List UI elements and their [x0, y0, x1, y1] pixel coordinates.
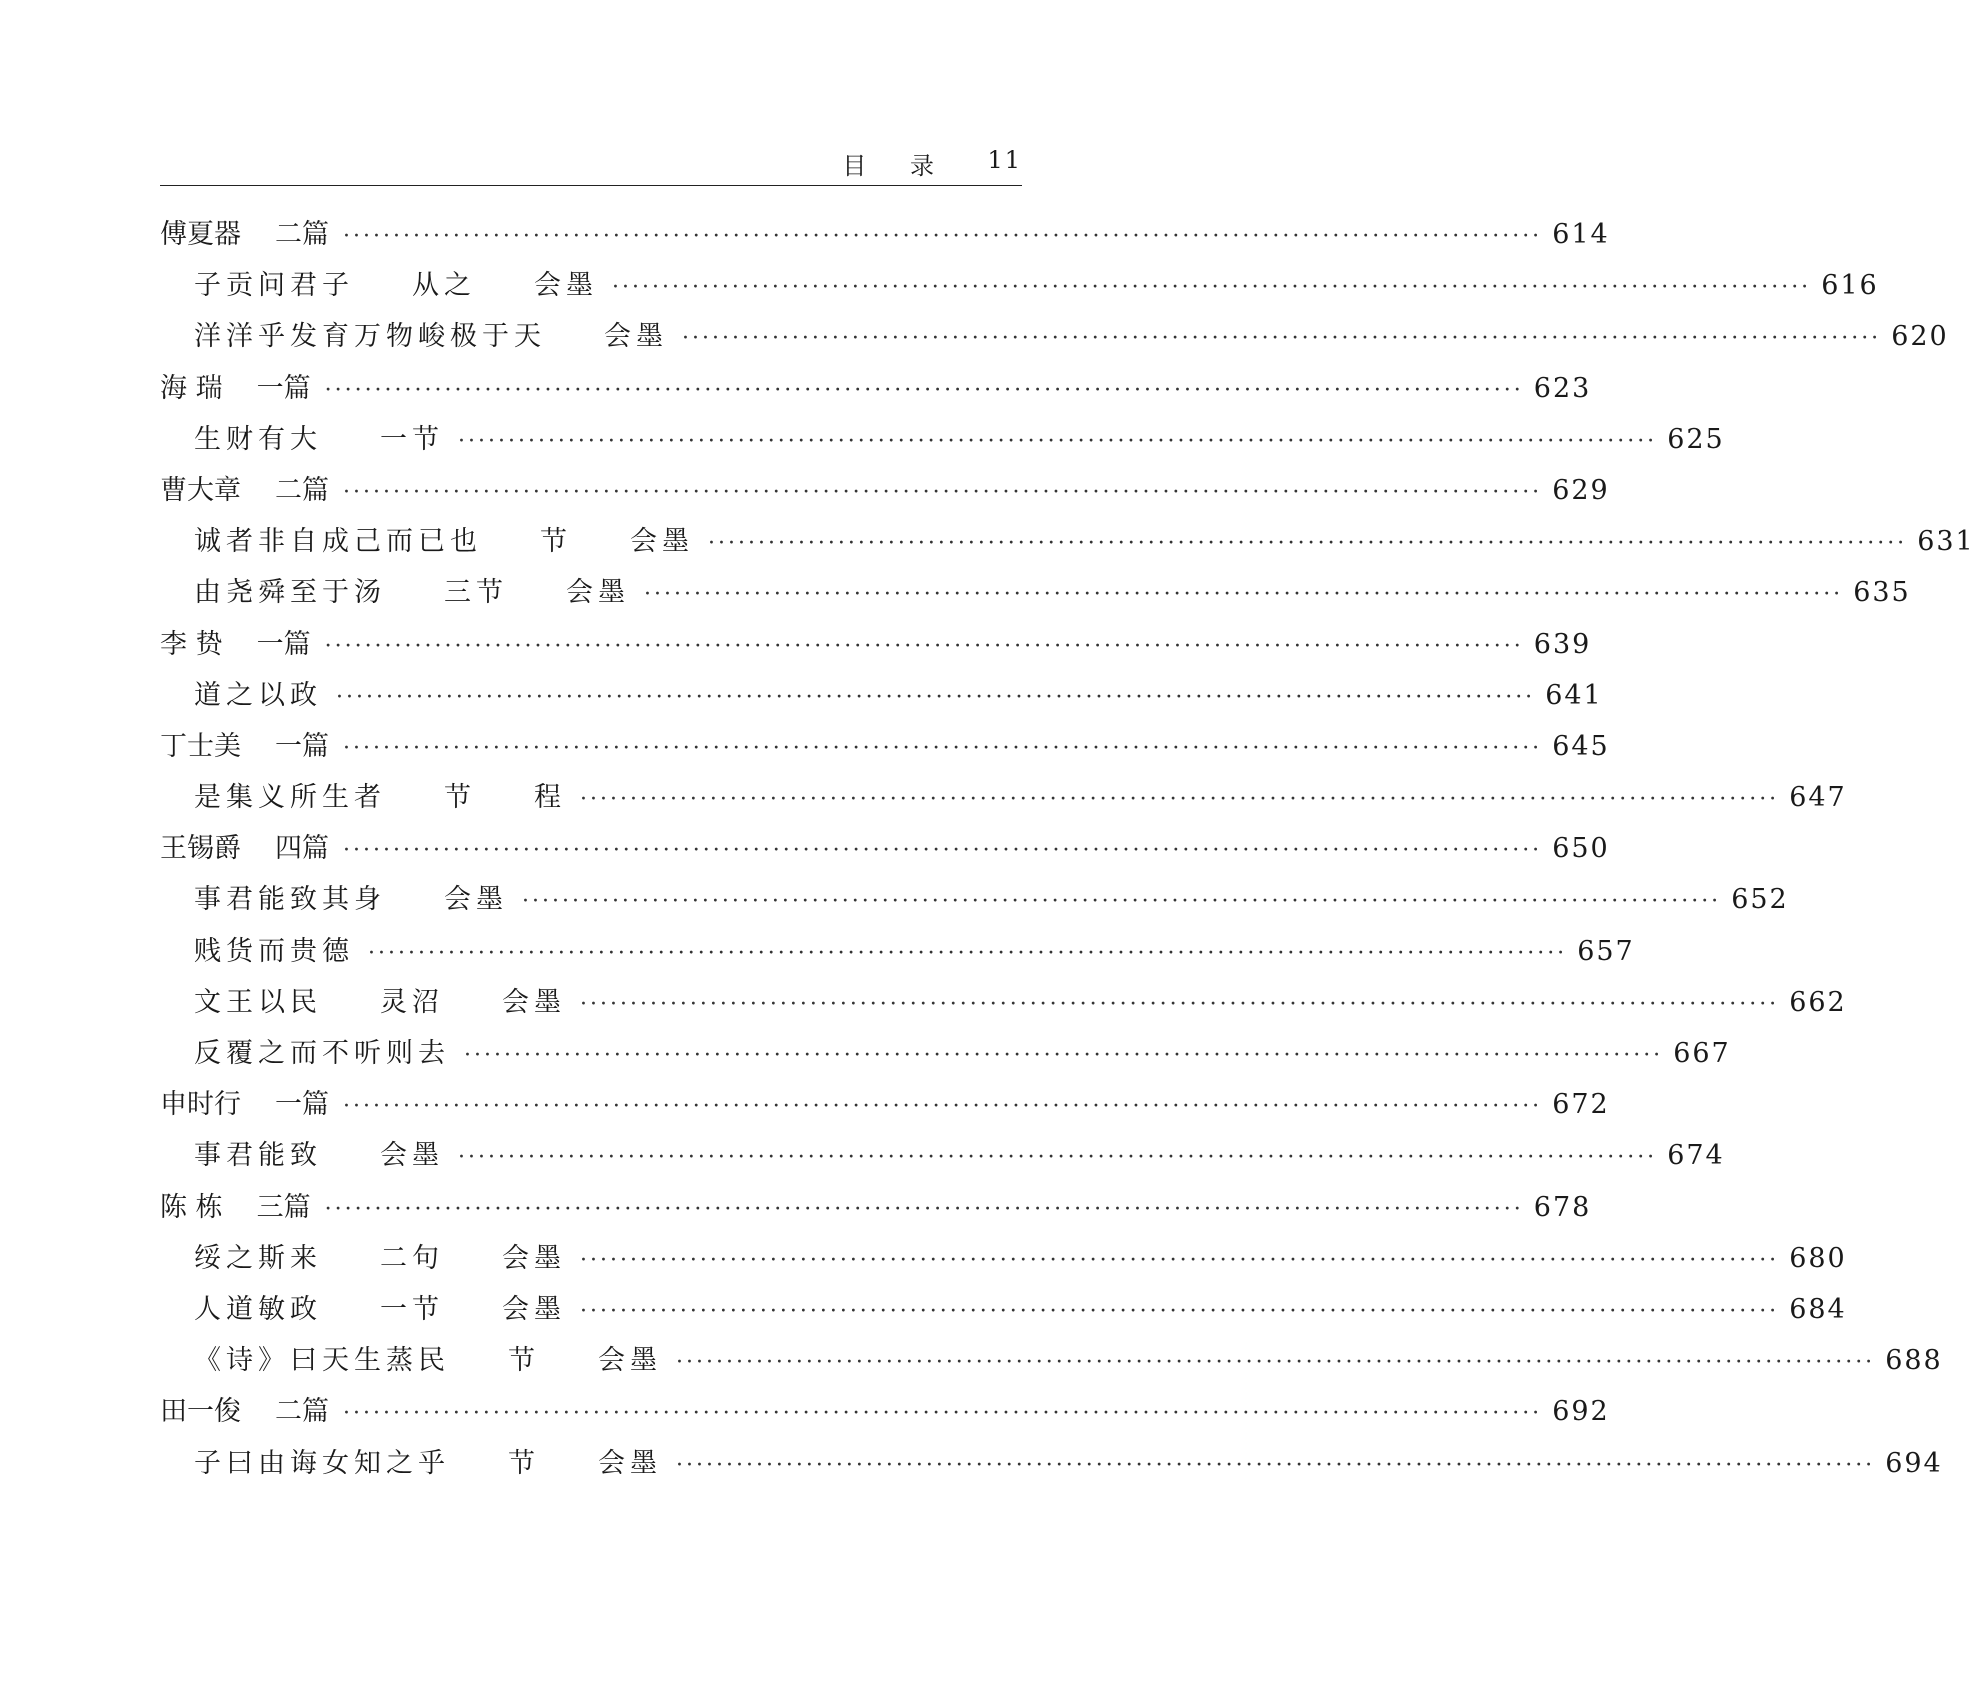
toc-essay-entry[interactable]	[160, 980, 1847, 1031]
toc-entry-label	[194, 417, 444, 456]
toc-page-number: 629	[1552, 474, 1610, 506]
toc-page-number: 652	[1731, 884, 1789, 916]
toc-leader-dots: ························································································································	[343, 479, 1543, 505]
toc-entry-note: 一篇	[256, 628, 311, 660]
toc-essay-entry[interactable]	[160, 1133, 1725, 1184]
toc-author-entry[interactable]	[160, 1185, 1592, 1236]
toc-page-number: 667	[1673, 1038, 1731, 1069]
toc-entry-title: 生财有大	[194, 423, 322, 455]
toc-page-number: 657	[1577, 935, 1635, 967]
toc-entry-label	[194, 570, 630, 609]
toc-essay-entry[interactable]	[160, 877, 1789, 928]
toc-entry-title: 文王以民	[194, 986, 322, 1018]
toc-entry-note: 会墨	[566, 577, 630, 609]
toc-leader-dots: ························································································································	[580, 991, 1780, 1017]
toc-page-number: 680	[1789, 1242, 1847, 1274]
toc-leader-dots: ························································································································	[324, 1196, 1524, 1222]
toc-entry-label	[160, 1082, 329, 1121]
toc-page-number: 623	[1533, 372, 1592, 404]
running-header-page-number: 11	[987, 146, 1022, 174]
toc-entry-label	[194, 775, 566, 814]
toc-essay-entry[interactable]	[160, 775, 1847, 826]
toc-page-number: 694	[1885, 1447, 1943, 1479]
toc-entry-note: 会墨	[444, 884, 508, 916]
toc-entry-note: 二篇	[275, 219, 329, 250]
toc-entry-note: 节	[444, 782, 476, 814]
toc-entry-title: 是集义所生者	[194, 782, 386, 814]
toc-entry-title: 申时行	[160, 1089, 241, 1121]
toc-entry-note: 二句	[380, 1242, 444, 1274]
toc-entry-title: 王锡爵	[160, 833, 241, 865]
toc-essay-entry[interactable]	[160, 1236, 1847, 1287]
toc-leader-dots: ························································································································	[676, 1452, 1876, 1478]
toc-page-number: 645	[1552, 730, 1610, 762]
toc-entry-title: 子贡问君子	[194, 270, 354, 302]
toc-entry-title: 傅夏器	[160, 219, 241, 250]
toc-leader-dots: ························································································································	[580, 1247, 1780, 1273]
toc-entry-title: 海 瑞	[160, 372, 223, 404]
toc-leader-dots: ························································································································	[708, 531, 1908, 557]
toc-essay-entry[interactable]	[160, 1287, 1847, 1338]
toc-page-number: 647	[1789, 782, 1847, 814]
toc-entry-title: 诚者非自成己而已也	[194, 526, 482, 558]
toc-entry-note: 程	[534, 782, 566, 814]
toc-author-entry[interactable]	[160, 724, 1610, 775]
toc-leader-dots: ························································································································	[343, 1401, 1543, 1427]
toc-page-number: 662	[1789, 986, 1847, 1018]
toc-entry-note: 会墨	[502, 1242, 566, 1274]
toc-entry-title: 人道敏政	[194, 1293, 322, 1325]
toc-leader-dots: ························································································································	[336, 684, 1536, 710]
toc-entry-note: 一节	[380, 423, 444, 455]
toc-leader-dots: ························································································································	[343, 735, 1543, 761]
toc-entry-note: 一篇	[275, 730, 329, 762]
toc-page-number: 625	[1667, 423, 1725, 455]
toc-entry-label	[160, 1389, 329, 1428]
toc-leader-dots: ························································································································	[324, 377, 1524, 403]
toc-leader-dots: ························································································································	[676, 1350, 1876, 1376]
toc-entry-note: 一节	[380, 1293, 444, 1325]
toc-essay-entry[interactable]	[160, 263, 1879, 314]
toc-entry-label	[160, 622, 311, 661]
toc-entry-label	[160, 212, 329, 251]
toc-entry-note: 节	[540, 526, 572, 558]
toc-entry-note: 会墨	[604, 321, 668, 353]
toc-page-number: 692	[1552, 1396, 1610, 1428]
toc-entry-label	[194, 1287, 566, 1326]
toc-page-number: 672	[1552, 1089, 1610, 1121]
toc-entry-note: 三篇	[256, 1191, 311, 1223]
toc-page-number: 674	[1667, 1140, 1725, 1172]
toc-entry-label	[194, 1338, 662, 1377]
toc-entry-title: 李 贽	[160, 628, 223, 660]
toc-entry-note: 节	[508, 1447, 540, 1479]
toc-entry-label	[194, 263, 598, 302]
toc-author-entry[interactable]	[160, 468, 1610, 519]
toc-author-entry[interactable]	[160, 366, 1592, 417]
toc-essay-entry[interactable]	[160, 929, 1635, 980]
toc-entry-note: 会墨	[630, 526, 694, 558]
toc-entry-label	[194, 1236, 566, 1275]
toc-page-number: 631	[1917, 526, 1975, 558]
toc-entry-note: 二篇	[275, 474, 329, 506]
toc-leader-dots: ························································································································	[682, 326, 1882, 352]
toc-page-number: 616	[1821, 270, 1879, 302]
toc-entry-note: 一篇	[256, 372, 311, 404]
toc-page-number: 620	[1891, 321, 1949, 353]
toc-entry-note: 会墨	[502, 1293, 566, 1325]
toc-entry-label	[160, 724, 329, 763]
toc-leader-dots: ························································································································	[580, 787, 1780, 813]
toc-entry-note: 会墨	[598, 1345, 662, 1377]
toc-entry-title: 绥之斯来	[194, 1242, 322, 1274]
toc-leader-dots: ························································································································	[368, 940, 1568, 966]
toc-leader-dots: ························································································································	[644, 582, 1844, 608]
toc-entry-title: 由尧舜至于汤	[194, 577, 386, 609]
toc-page-number: 635	[1853, 577, 1911, 609]
running-header	[160, 140, 1022, 186]
toc-entry-title: 事君能致其身	[194, 884, 386, 916]
toc-entry-label	[194, 1031, 450, 1070]
toc-essay-entry[interactable]	[160, 417, 1725, 468]
toc-author-entry[interactable]	[160, 622, 1592, 673]
toc-entry-label	[194, 1133, 444, 1172]
toc-page-number: 614	[1552, 219, 1610, 250]
toc-essay-entry[interactable]	[160, 673, 1603, 724]
toc-leader-dots: ························································································································	[458, 428, 1658, 454]
toc-author-entry[interactable]	[160, 826, 1610, 877]
toc-entry-note: 二篇	[275, 1396, 329, 1428]
toc-essay-entry[interactable]	[160, 1031, 1731, 1082]
toc-entry-title: 道之以政	[194, 679, 322, 711]
toc-entry-title: 反覆之而不听则去	[194, 1038, 450, 1069]
table-of-contents	[160, 212, 1975, 1492]
toc-entry-title: 贱货而贵德	[194, 935, 354, 967]
toc-entry-label	[160, 826, 329, 865]
toc-page-number: 639	[1533, 628, 1592, 660]
toc-entry-label	[194, 314, 668, 353]
running-header-title: 目 录	[842, 152, 952, 180]
toc-author-entry[interactable]	[160, 1082, 1610, 1133]
toc-essay-entry[interactable]	[160, 1338, 1943, 1389]
toc-essay-entry[interactable]	[160, 570, 1911, 621]
toc-leader-dots: ························································································································	[458, 1145, 1658, 1171]
toc-entry-label	[160, 366, 311, 405]
toc-entry-label	[160, 468, 329, 507]
toc-entry-title: 子曰由诲女知之乎	[194, 1447, 450, 1479]
toc-entry-label	[194, 929, 354, 968]
toc-essay-entry[interactable]	[160, 1441, 1943, 1492]
toc-entry-label	[194, 877, 508, 916]
toc-essay-entry[interactable]	[160, 314, 1949, 365]
toc-entry-label	[194, 519, 694, 558]
toc-entry-note: 会墨	[502, 986, 566, 1018]
toc-leader-dots: ························································································································	[612, 275, 1812, 301]
toc-entry-label	[194, 673, 322, 712]
toc-leader-dots: ························································································································	[343, 1094, 1543, 1120]
toc-entry-title: 事君能致	[194, 1140, 322, 1172]
header-rule	[160, 185, 1022, 186]
toc-entry-note: 会墨	[598, 1447, 662, 1479]
toc-entry-note: 会墨	[534, 270, 598, 302]
toc-entry-note: 会墨	[380, 1140, 444, 1172]
toc-entry-note: 三节	[444, 577, 508, 609]
toc-page-number: 641	[1545, 679, 1603, 711]
toc-entry-note: 从之	[412, 270, 476, 302]
toc-entry-note: 四篇	[275, 833, 329, 865]
toc-entry-title: 曹大章	[160, 474, 241, 506]
toc-entry-label	[194, 980, 566, 1019]
toc-page-number: 688	[1885, 1345, 1943, 1377]
toc-entry-title: 《诗》曰天生蒸民	[194, 1345, 450, 1377]
toc-entry-label	[160, 1185, 311, 1224]
toc-entry-note: 节	[508, 1345, 540, 1377]
toc-entry-title: 陈 栋	[160, 1191, 223, 1223]
toc-entry-note: 灵沼	[380, 986, 444, 1018]
toc-entry-label	[194, 1441, 662, 1480]
toc-author-entry[interactable]	[160, 212, 1610, 263]
toc-leader-dots: ························································································································	[343, 224, 1543, 249]
toc-leader-dots: ························································································································	[343, 838, 1543, 864]
toc-entry-title: 田一俊	[160, 1396, 241, 1428]
toc-leader-dots: ························································································································	[464, 1043, 1664, 1068]
toc-author-entry[interactable]	[160, 1389, 1610, 1440]
toc-leader-dots: ························································································································	[324, 633, 1524, 659]
toc-page-number: 684	[1789, 1293, 1847, 1325]
toc-entry-title: 洋洋乎发育万物峻极于天	[194, 321, 546, 353]
toc-leader-dots: ························································································································	[580, 1298, 1780, 1324]
toc-entry-title: 丁士美	[160, 730, 241, 762]
toc-page-number: 678	[1533, 1191, 1592, 1223]
toc-essay-entry[interactable]	[160, 519, 1975, 570]
toc-page-number: 650	[1552, 833, 1610, 865]
toc-leader-dots: ························································································································	[522, 889, 1722, 915]
toc-entry-note: 一篇	[275, 1089, 329, 1121]
